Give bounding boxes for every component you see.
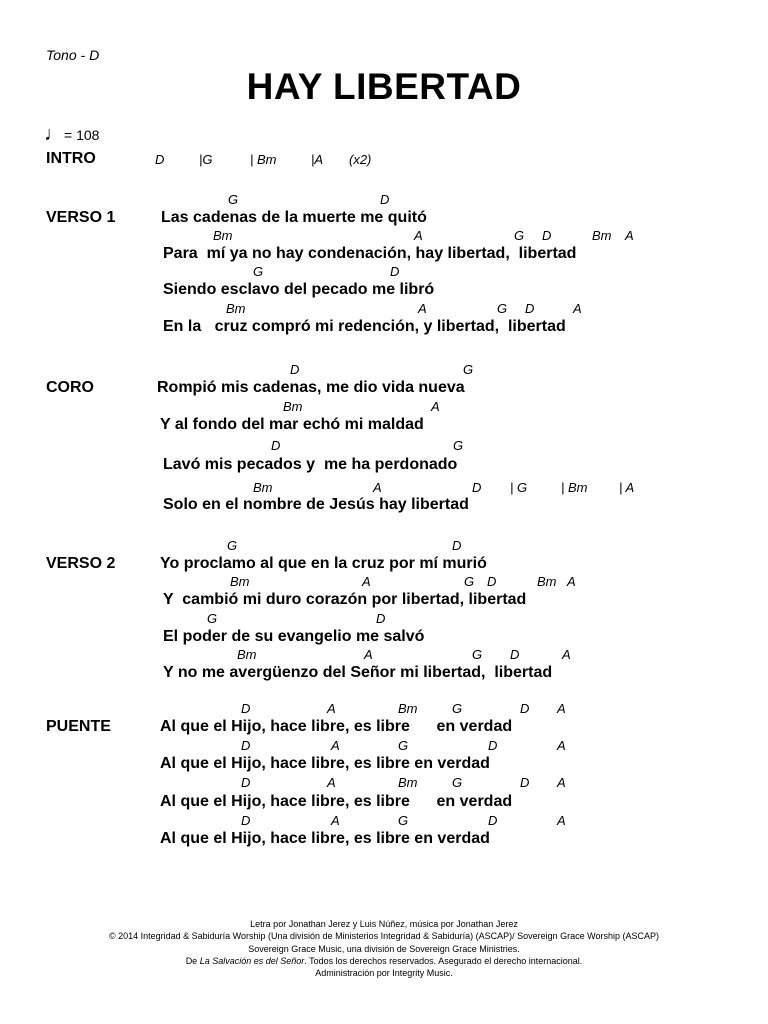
chord: A <box>414 228 423 243</box>
credits-writers: Letra por Jonathan Jerez y Luis Núñez, música por Jonathan Jerez <box>250 919 518 929</box>
chord: A <box>364 647 373 662</box>
lyric-line: Solo en el nombre de Jesús hay libertad <box>163 496 469 513</box>
chord: G <box>472 647 483 662</box>
chord: A <box>331 738 340 753</box>
chord: G <box>227 538 238 553</box>
chord: A <box>373 480 382 495</box>
lyric-line: En la cruz compró mi redención, y libertad, libertad <box>163 318 566 335</box>
lyric-line: Al que el Hijo, hace libre, es libre en verdad <box>160 830 490 847</box>
lyric-line: El poder de su evangelio me salvó <box>163 628 425 645</box>
chord: A <box>573 301 582 316</box>
lyric-line: Al que el Hijo, hace libre, es libre en verdad <box>160 718 513 735</box>
chord: D <box>380 192 390 207</box>
chord: D <box>488 813 498 828</box>
lyric-line: Rompió mis cadenas, me dio vida nueva <box>157 379 465 396</box>
chord: | Bm <box>250 152 277 167</box>
chord: G <box>452 701 463 716</box>
chord: Bm <box>283 399 303 414</box>
chord: Bm <box>537 574 557 589</box>
chord: | G <box>510 480 528 495</box>
chord: Bm <box>213 228 233 243</box>
chord: | A <box>619 480 635 495</box>
credits-album-line: De La Salvación es del Señor. Todos los derechos reservados. Asegurado el derecho internacional. <box>185 955 583 966</box>
chord: A <box>327 701 336 716</box>
song-key: Tono - D <box>46 47 100 63</box>
lyric-line: Y cambió mi duro corazón por libertad, libertad <box>163 591 527 608</box>
chord: D <box>241 701 251 716</box>
lyric-line: Siendo esclavo del pecado me libró <box>163 281 435 298</box>
chord: Bm <box>398 775 418 790</box>
chord: G <box>464 574 475 589</box>
chord: |G <box>199 152 213 167</box>
chord: D <box>472 480 482 495</box>
chord: Bm <box>398 701 418 716</box>
chord: A <box>418 301 427 316</box>
chord: D <box>271 438 281 453</box>
chord: D <box>155 152 165 167</box>
chord: D <box>390 264 400 279</box>
chord: G <box>514 228 525 243</box>
chord: G <box>253 264 264 279</box>
chord: |A <box>311 152 324 167</box>
lyric-line: Para mí ya no hay condenación, hay libertad, libertad <box>163 245 577 262</box>
chord: D <box>488 738 498 753</box>
chord: (x2) <box>349 152 372 167</box>
chord: A <box>557 813 566 828</box>
credits-copyright: © 2014 Integridad & Sabiduría Worship (Una división de Ministerios Integridad & Sabiduría) (ASCAP)/ Sovereign Grace Worship (ASCAP) <box>108 931 660 942</box>
chord: Bm <box>592 228 612 243</box>
chord: A <box>625 228 634 243</box>
section-label-chorus: CORO <box>46 379 94 396</box>
chord: D <box>520 775 530 790</box>
album-name: La Salvación es del Señor <box>199 955 305 966</box>
chord: G <box>207 611 218 626</box>
song-title: HAY LIBERTAD <box>246 66 522 107</box>
chord: A <box>567 574 576 589</box>
chord: D <box>452 538 462 553</box>
lyric-line: Y no me avergüenzo del Señor mi libertad, libertad <box>163 664 553 681</box>
chord: D <box>542 228 552 243</box>
lyric-line: Al que el Hijo, hace libre, es libre en verdad <box>160 793 513 810</box>
chord: Bm <box>237 647 257 662</box>
chord: A <box>431 399 440 414</box>
credits-publisher: Sovereign Grace Music, una división de Sovereign Grace Ministries. <box>248 943 520 954</box>
credits-footer <box>0 918 768 979</box>
tempo-marking <box>44 124 99 144</box>
chord: D <box>241 813 251 828</box>
chord: Bm <box>226 301 246 316</box>
section-label-intro: INTRO <box>46 150 96 167</box>
chord: A <box>327 775 336 790</box>
chord: | Bm <box>561 480 588 495</box>
section-label-bridge: PUENTE <box>46 718 111 735</box>
chord: D <box>241 775 251 790</box>
chord: D <box>376 611 386 626</box>
chord: Bm <box>253 480 273 495</box>
lyric-line: Lavó mis pecados y me ha perdonado <box>163 456 458 473</box>
chord: A <box>331 813 340 828</box>
section-label-verse1: VERSO 1 <box>46 209 116 226</box>
chord: G <box>453 438 464 453</box>
chord: G <box>452 775 463 790</box>
chord: G <box>463 362 474 377</box>
chord: A <box>362 574 371 589</box>
chord: G <box>497 301 508 316</box>
quarter-note-icon: ♩ <box>44 123 64 145</box>
chord: G <box>398 738 409 753</box>
lyric-line: Al que el Hijo, hace libre, es libre en verdad <box>160 755 490 772</box>
chord: G <box>398 813 409 828</box>
lyric-line: Yo proclamo al que en la cruz por mí murió <box>160 555 487 572</box>
chord: D <box>510 647 520 662</box>
chord: D <box>290 362 300 377</box>
chord: D <box>525 301 535 316</box>
chord: A <box>557 701 566 716</box>
chord: D <box>487 574 497 589</box>
chord: Bm <box>230 574 250 589</box>
chord: G <box>228 192 239 207</box>
section-label-verse2: VERSO 2 <box>46 555 116 572</box>
chord: A <box>557 775 566 790</box>
lyric-line: Las cadenas de la muerte me quitó <box>161 209 427 226</box>
tempo-value: = 108 <box>64 127 100 143</box>
chord: A <box>562 647 571 662</box>
chord: D <box>241 738 251 753</box>
chord: A <box>557 738 566 753</box>
chord: D <box>520 701 530 716</box>
lyric-line: Y al fondo del mar echó mi maldad <box>160 416 424 433</box>
credits-administration: Administración por Integrity Music. <box>315 968 453 979</box>
